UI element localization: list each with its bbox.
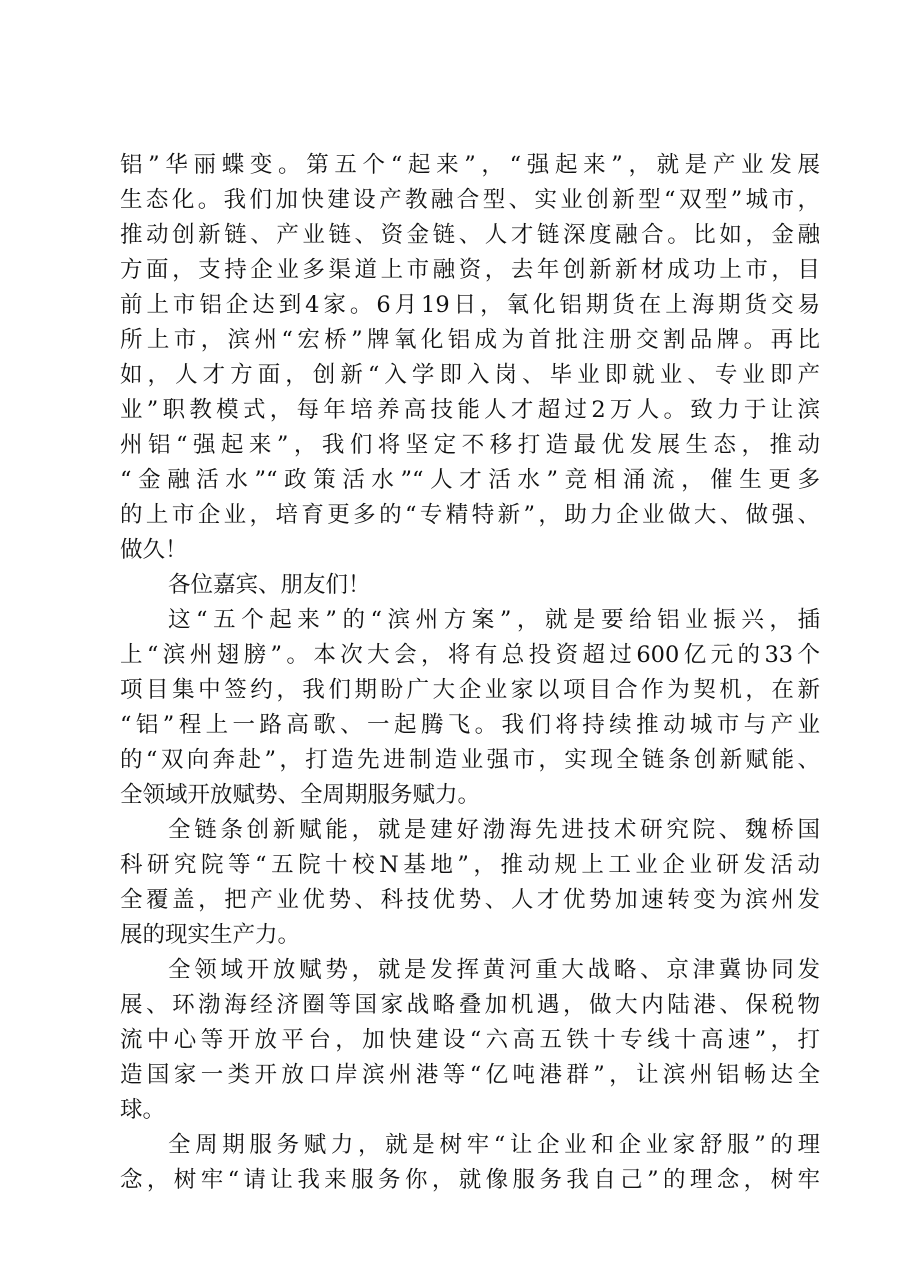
text-line: 展、环渤海经济圈等国家战略叠加机遇，做大内陆港、保税物 <box>120 992 820 1018</box>
text-line: 前上市铝企达到4家。6月19日，氧化铝期货在上海期货交易 <box>120 292 820 318</box>
text-line: 全周期服务赋力，就是树牢“让企业和企业家舒服”的理 <box>168 1132 820 1158</box>
text-line: 全领域开放赋势，就是发挥黄河重大战略、京津冀协同发 <box>168 957 820 983</box>
text-line: 生态化。我们加快建设产教融合型、实业创新型“双型”城市， <box>120 187 820 213</box>
paragraph-line-greeting: 各位嘉宾、朋友们！ <box>168 572 371 598</box>
text-line: 球。 <box>120 1097 166 1123</box>
text-line: 所上市，滨州“宏桥”牌氧化铝成为首批注册交割品牌。再比 <box>120 327 820 353</box>
text-line: 的“双向奔赴”，打造先进制造业强市，实现全链条创新赋能、 <box>120 747 820 773</box>
text-line: 州铝“强起来”，我们将坚定不移打造最优发展生态，推动 <box>120 432 820 458</box>
text-line: 上“滨州翅膀”。本次大会，将有总投资超过600亿元的33个 <box>120 642 820 668</box>
text-line: 项目集中签约，我们期盼广大企业家以项目合作为契机，在新 <box>120 677 820 703</box>
text-line: 做久！ <box>120 537 188 563</box>
text-line: 全链条创新赋能，就是建好渤海先进技术研究院、魏桥国 <box>168 817 820 843</box>
text-line: 全覆盖，把产业优势、科技优势、人才优势加速转变为滨州发 <box>120 887 820 913</box>
document-body <box>120 148 820 1198</box>
text-line: 念，树牢“请让我来服务你，就像服务我自己”的理念，树牢 <box>120 1167 820 1193</box>
text-line: 方面，支持企业多渠道上市融资，去年创新新材成功上市，目 <box>120 257 820 283</box>
text-line: 如，人才方面，创新“入学即入岗、毕业即就业、专业即产 <box>120 362 820 388</box>
text-line: “铝”程上一路高歌、一起腾飞。我们将持续推动城市与产业 <box>120 712 820 738</box>
text-line: 推动创新链、产业链、资金链、人才链深度融合。比如，金融 <box>120 222 820 248</box>
text-line: 的上市企业，培育更多的“专精特新”，助力企业做大、做强、 <box>120 502 820 528</box>
text-line: 展的现实生产力。 <box>120 922 301 948</box>
text-line: 造国家一类开放口岸滨州港等“亿吨港群”，让滨州铝畅达全 <box>120 1062 820 1088</box>
text-line: 流中心等开放平台，加快建设“六高五铁十专线十高速”，打 <box>120 1027 820 1053</box>
text-line: 铝”华丽蝶变。第五个“起来”，“强起来”，就是产业发展 <box>120 152 820 178</box>
text-line: 这“五个起来”的“滨州方案”，就是要给铝业振兴，插 <box>168 607 820 633</box>
text-line: “金融活水”“政策活水”“人才活水”竞相涌流，催生更多 <box>120 467 820 493</box>
text-line: 业”职教模式，每年培养高技能人才超过2万人。致力于让滨 <box>120 397 820 423</box>
text-line: 科研究院等“五院十校N基地”，推动规上工业企业研发活动 <box>120 852 820 878</box>
text-line: 全领域开放赋势、全周期服务赋力。 <box>120 782 481 808</box>
